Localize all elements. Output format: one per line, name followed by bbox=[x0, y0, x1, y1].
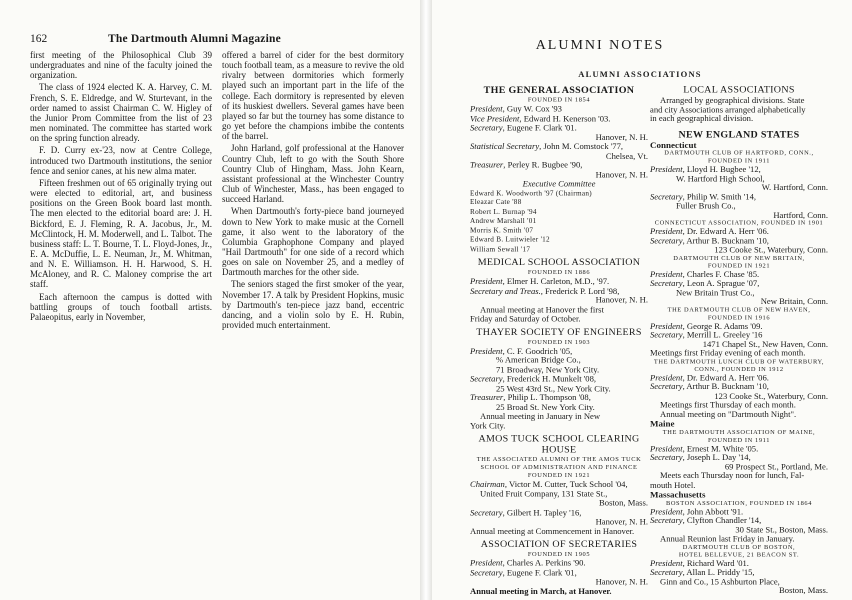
founded-line: FOUNDED IN 1911 bbox=[707, 436, 770, 444]
paragraph: first meeting of the Philosophical Club 39 undergraduates and nine of the faculty joined the organization. bbox=[30, 50, 212, 81]
address-line: Hanover, N. H. bbox=[595, 516, 648, 527]
address-line: W. Hartford High School, bbox=[676, 173, 765, 183]
member-line: Andrew Marshall '01 bbox=[470, 216, 537, 225]
officer-line: Secretary and Treas., Frederick P. Lord '98, bbox=[470, 285, 620, 296]
officer-line: President, John Abbott '91. bbox=[650, 506, 744, 516]
founded-line: FOUNDED IN 1916 bbox=[707, 314, 771, 321]
founded-line: FOUNDED IN 1886 bbox=[527, 269, 591, 277]
address-line: Ginn and Co., 15 Ashburton Place, bbox=[660, 576, 780, 586]
address-line: 25 Broad St. New York City. bbox=[496, 401, 595, 412]
paragraph: The seniors staged the first smoker of the year, November 17. A talk by President Hopkins, music by Dartmouth's ten-piece jazz band, eccentric dancing, and a violin solo by E. H. Rubin, provided much entertainment. bbox=[222, 279, 404, 331]
medical-association-heading: MEDICAL SCHOOL ASSOCIATION bbox=[477, 257, 641, 269]
meeting-line: Friday and Saturday of October. bbox=[470, 313, 581, 324]
meeting-line: Annual meeting in January in New bbox=[480, 410, 601, 421]
officer-line: Secretary, Eugene F. Clark '01, bbox=[470, 567, 577, 577]
club-name: DARTMOUTH CLUB OF NEW BRITAIN, bbox=[673, 254, 805, 262]
address-line: 123 Cooke St., Waterbury, Conn. bbox=[714, 390, 828, 401]
right-column-2 bbox=[650, 82, 828, 595]
founded-line: FOUNDED IN 1905 bbox=[527, 550, 591, 558]
state-heading: Connecticut bbox=[650, 139, 697, 150]
meeting-line: Annual meeting in March, at Hanover. bbox=[470, 585, 612, 596]
member-line: Edward B. Luitwieler '12 bbox=[470, 235, 550, 244]
amos-tuck-heading-cont: HOUSE bbox=[541, 444, 577, 456]
address-line: 123 Cooke St., Waterbury, Conn. bbox=[714, 244, 828, 255]
paragraph: Fifteen freshmen out of 65 originally trying out were elected to editorial, art, and business positions on the Green Book board last month. The men elected to the editorial board are: J. H. Bickford, E. J. Fleming, R. A. Jacobus, Jr., M. McClintock, H. M. Moderwell, and L. Talbot. The business staff: L. T. Bourne, T. L. Floyd-Jones, Jr., E. A. McDuffie, L. E. Neuman, Jr., M. Whitman, and N. E. Williamson. H. H. Harwood, S. H. McAloney, and R. C. Maloney comprise the art staff. bbox=[30, 177, 212, 290]
officer-line: President, C. F. Goodrich '05, bbox=[470, 345, 573, 356]
right-column-1 bbox=[470, 82, 648, 596]
meeting-line: Annual Reunion last Friday in January. bbox=[660, 533, 795, 544]
officer-line: President, Elmer H. Carleton, M.D., '97. bbox=[470, 276, 610, 286]
address-line: Hartford, Conn. bbox=[773, 209, 828, 220]
officer-line: Secretary, Allan L. Priddy '15, bbox=[650, 567, 755, 577]
officer-line: Secretary, Frederick H. Munkelt '08, bbox=[470, 373, 597, 384]
officer-line: President, Guy W. Cox '93 bbox=[470, 103, 562, 114]
address-line: 1471 Chapel St., New Haven, Conn. bbox=[702, 338, 828, 349]
address-line: New Britain Trust Co., bbox=[676, 287, 755, 297]
paragraph: F. D. Curry ex-'23, now at Centre College, introduced two Dartmouth institutions, the senior fence and senior canes, at his new alma mater. bbox=[30, 145, 212, 176]
local-associations-heading: LOCAL ASSOCIATIONS bbox=[683, 84, 795, 96]
founded-line: CONN., FOUNDED IN 1912 bbox=[694, 365, 784, 373]
founded-line: FOUNDED IN 1903 bbox=[527, 338, 591, 346]
page-number: 162 bbox=[30, 33, 48, 45]
address-line: Hanover, N. H. bbox=[595, 131, 648, 142]
officer-line: President, Dr. Edward A. Herr '06. bbox=[650, 372, 769, 383]
state-heading: Maine bbox=[650, 418, 675, 429]
officer-line: President, Charles F. Chase '85. bbox=[650, 269, 760, 279]
address-line: 71 Broadway, New York City. bbox=[496, 364, 600, 375]
page-title: ALUMNI NOTES bbox=[535, 38, 665, 53]
officer-line: Secretary, Gilbert H. Tapley '16, bbox=[470, 507, 582, 517]
club-name: DARTMOUTH CLUB OF BOSTON, bbox=[682, 543, 796, 551]
address-line: Boston, Mass. bbox=[779, 585, 828, 595]
section-title: ALUMNI ASSOCIATIONS bbox=[578, 69, 702, 79]
address-line: Hanover, N. H. bbox=[595, 294, 648, 305]
club-name: BOSTON ASSOCIATION, FOUNDED IN 1864 bbox=[665, 499, 813, 507]
meeting-line: York City. bbox=[470, 420, 506, 431]
general-association-heading: THE GENERAL ASSOCIATION bbox=[483, 84, 635, 96]
meeting-line: Meetings first Thursday of each month. bbox=[660, 399, 796, 410]
officer-line: Secretary, Clyfton Chandler '14, bbox=[650, 515, 762, 526]
member-line: Edward K. Woodworth '97 (Chairman) bbox=[470, 188, 592, 197]
address-line: Hanover, N. H. bbox=[595, 169, 648, 180]
member-line: Morris K. Smith '07 bbox=[470, 226, 534, 235]
officer-line: Statistical Secretary, John M. Comstock '77, bbox=[470, 141, 624, 151]
founded-line: FOUNDED IN 1921 bbox=[707, 262, 771, 270]
club-address: HOTEL BELLEVUE, 21 BEACON ST. bbox=[678, 551, 800, 559]
club-name: THE DARTMOUTH ASSOCIATION OF MAINE, bbox=[662, 428, 816, 436]
committee-heading: Executive Committee bbox=[522, 178, 596, 189]
address-line: Fuller Brush Co., bbox=[676, 200, 736, 211]
intro-line: Arranged by geographical divisions. State bbox=[660, 95, 805, 105]
officer-line: Secretary, Merrill L. Greeley '16 bbox=[650, 329, 763, 340]
amos-tuck-heading: AMOS TUCK SCHOOL CLEARING bbox=[478, 433, 640, 445]
founded-line: FOUNDED IN 1911 bbox=[707, 157, 770, 165]
address-line: 69 Prospect St., Portland, Me. bbox=[724, 461, 828, 472]
club-name: DARTMOUTH CLUB OF HARTFORD, CONN., bbox=[664, 149, 814, 157]
intro-line: and city Associations arranged alphabetically bbox=[650, 104, 806, 115]
officer-line: Treasurer, Philip L. Thompson '08, bbox=[470, 392, 591, 403]
member-line: William Sewall '17 bbox=[470, 245, 531, 253]
club-name: THE DARTMOUTH CLUB OF NEW HAVEN, bbox=[667, 306, 811, 314]
officer-line: President, Richard Ward '01. bbox=[650, 558, 749, 568]
description-line: THE ASSOCIATED ALUMNI OF THE AMOS TUCK bbox=[476, 456, 642, 464]
officer-line: Chairman, Victor M. Cutter, Tuck School '04, bbox=[470, 478, 628, 489]
page-gutter bbox=[420, 0, 432, 600]
officer-line: Secretary, Leon A. Sprague '07, bbox=[650, 278, 760, 288]
address-line: W. Hartford, Conn. bbox=[761, 182, 828, 193]
member-line: Robert L. Burnap '94 bbox=[470, 207, 537, 216]
officer-line: President, Charles A. Perkins '90. bbox=[470, 557, 586, 568]
paragraph: The class of 1924 elected K. A. Harvey, C. M. French, S. E. Eldredge, and W. Sturtevant, in the order named to assist Chairman C. W. Higley of the Junior Prom Committee from the list of 23 men nominated. The committee has started work on the spring function already. bbox=[30, 82, 212, 144]
paragraph: offered a barrel of cider for the best dormitory touch football team, as a measure to revive the old rivalry between dormitories which formerly played such an important part in the life of the college. Each dormitory is represented by eleven of its huskiest dwellers. Several games have been played so far but the tourney has some distance to go yet before the champions imbibe the contents of the barrel. bbox=[222, 50, 404, 142]
officer-line: Vice President, Edward H. Kenerson '03. bbox=[470, 113, 611, 123]
officer-line: President, George R. Adams '09. bbox=[650, 320, 763, 331]
officer-line: Treasurer, Perley R. Bugbee '90, bbox=[470, 159, 583, 170]
paragraph: Each afternoon the campus is dotted with battling groups of touch football artists. Palaeopitus, early in November, bbox=[30, 291, 212, 322]
officer-line: Secretary, Arthur B. Bucknam '10, bbox=[650, 381, 769, 392]
officer-line: President, Ernest M. White '05. bbox=[650, 443, 759, 453]
state-heading: Massachusetts bbox=[650, 489, 706, 500]
paragraph: John Harland, golf professional at the Hanover Country Club, left to go with the South Shore Country Club of Hingham, Mass. John Kearn, assistant professional at the Winchester Country Club of Winchester, Mass., has been engaged to succeed Harland. bbox=[222, 143, 404, 205]
address-line: New Britain, Conn. bbox=[760, 296, 828, 306]
intro-line: in each geographical division. bbox=[650, 113, 754, 124]
club-name: CONNECTICUT ASSOCIATION, FOUNDED IN 1901 bbox=[654, 219, 824, 227]
left-column-1 bbox=[30, 50, 212, 324]
officer-line: President, Dr. Edward A. Herr '06. bbox=[650, 226, 769, 237]
officer-line: Secretary, Arthur B. Bucknam '10, bbox=[650, 235, 769, 246]
meeting-line: Meetings first Friday evening of each month. bbox=[650, 348, 806, 358]
founded-line: FOUNDED IN 1854 bbox=[527, 96, 591, 104]
meeting-line: Meets each Thursday noon for lunch, Fal- bbox=[660, 470, 805, 481]
secretaries-heading: ASSOCIATION OF SECRETARIES bbox=[480, 539, 638, 550]
address-line: 25 West 43rd St., New York City. bbox=[496, 382, 611, 393]
paragraph: When Dartmouth's forty-piece band journeyed down to New York to make music at the Cornell game, it also went to the laboratory of the Columbia Graphophone Company and played "Hail Dartmouth" for one side of a record which goes on sale on November 25, and a medley of Dartmouth marches for the other side. bbox=[222, 206, 404, 278]
club-name: THE DARTMOUTH LUNCH CLUB OF WATERBURY, bbox=[653, 358, 825, 365]
officer-line: Secretary, Eugene F. Clark '01. bbox=[470, 122, 577, 133]
running-title: The Dartmouth Alumni Magazine bbox=[108, 33, 281, 45]
address-line: 30 State St., Boston, Mass. bbox=[735, 524, 828, 535]
member-line: Eleazar Cate '88 bbox=[470, 198, 522, 207]
address-line: Chelsea, Vt. bbox=[605, 150, 648, 161]
meeting-line: Annual meeting on "Dartmouth Night". bbox=[660, 408, 797, 419]
description-line: SCHOOL OF ADMINISTRATION AND FINANCE bbox=[480, 464, 638, 472]
officer-line: President, Lloyd H. Bugbee '12, bbox=[650, 164, 761, 174]
address-line: % American Bridge Co., bbox=[496, 354, 581, 365]
address-line: Hanover, N. H. bbox=[595, 576, 648, 587]
left-column-2 bbox=[222, 50, 404, 332]
thayer-society-heading: THAYER SOCIETY OF ENGINEERS bbox=[476, 326, 642, 338]
meeting-line: Annual meeting at Commencement in Hanover. bbox=[470, 525, 635, 536]
address-line: United Fruit Company, 131 State St., bbox=[480, 488, 608, 499]
meeting-line: mouth Hotel. bbox=[650, 479, 696, 490]
officer-line: Secretary, Philip W. Smith '14, bbox=[650, 191, 757, 202]
new-england-heading: NEW ENGLAND STATES bbox=[678, 129, 800, 140]
founded-line: FOUNDED IN 1921 bbox=[527, 472, 591, 479]
meeting-line: Annual meeting at Hanover the first bbox=[480, 304, 604, 314]
officer-line: Secretary, Joseph L. Day '14, bbox=[650, 452, 751, 462]
address-line: Boston, Mass. bbox=[599, 497, 648, 508]
